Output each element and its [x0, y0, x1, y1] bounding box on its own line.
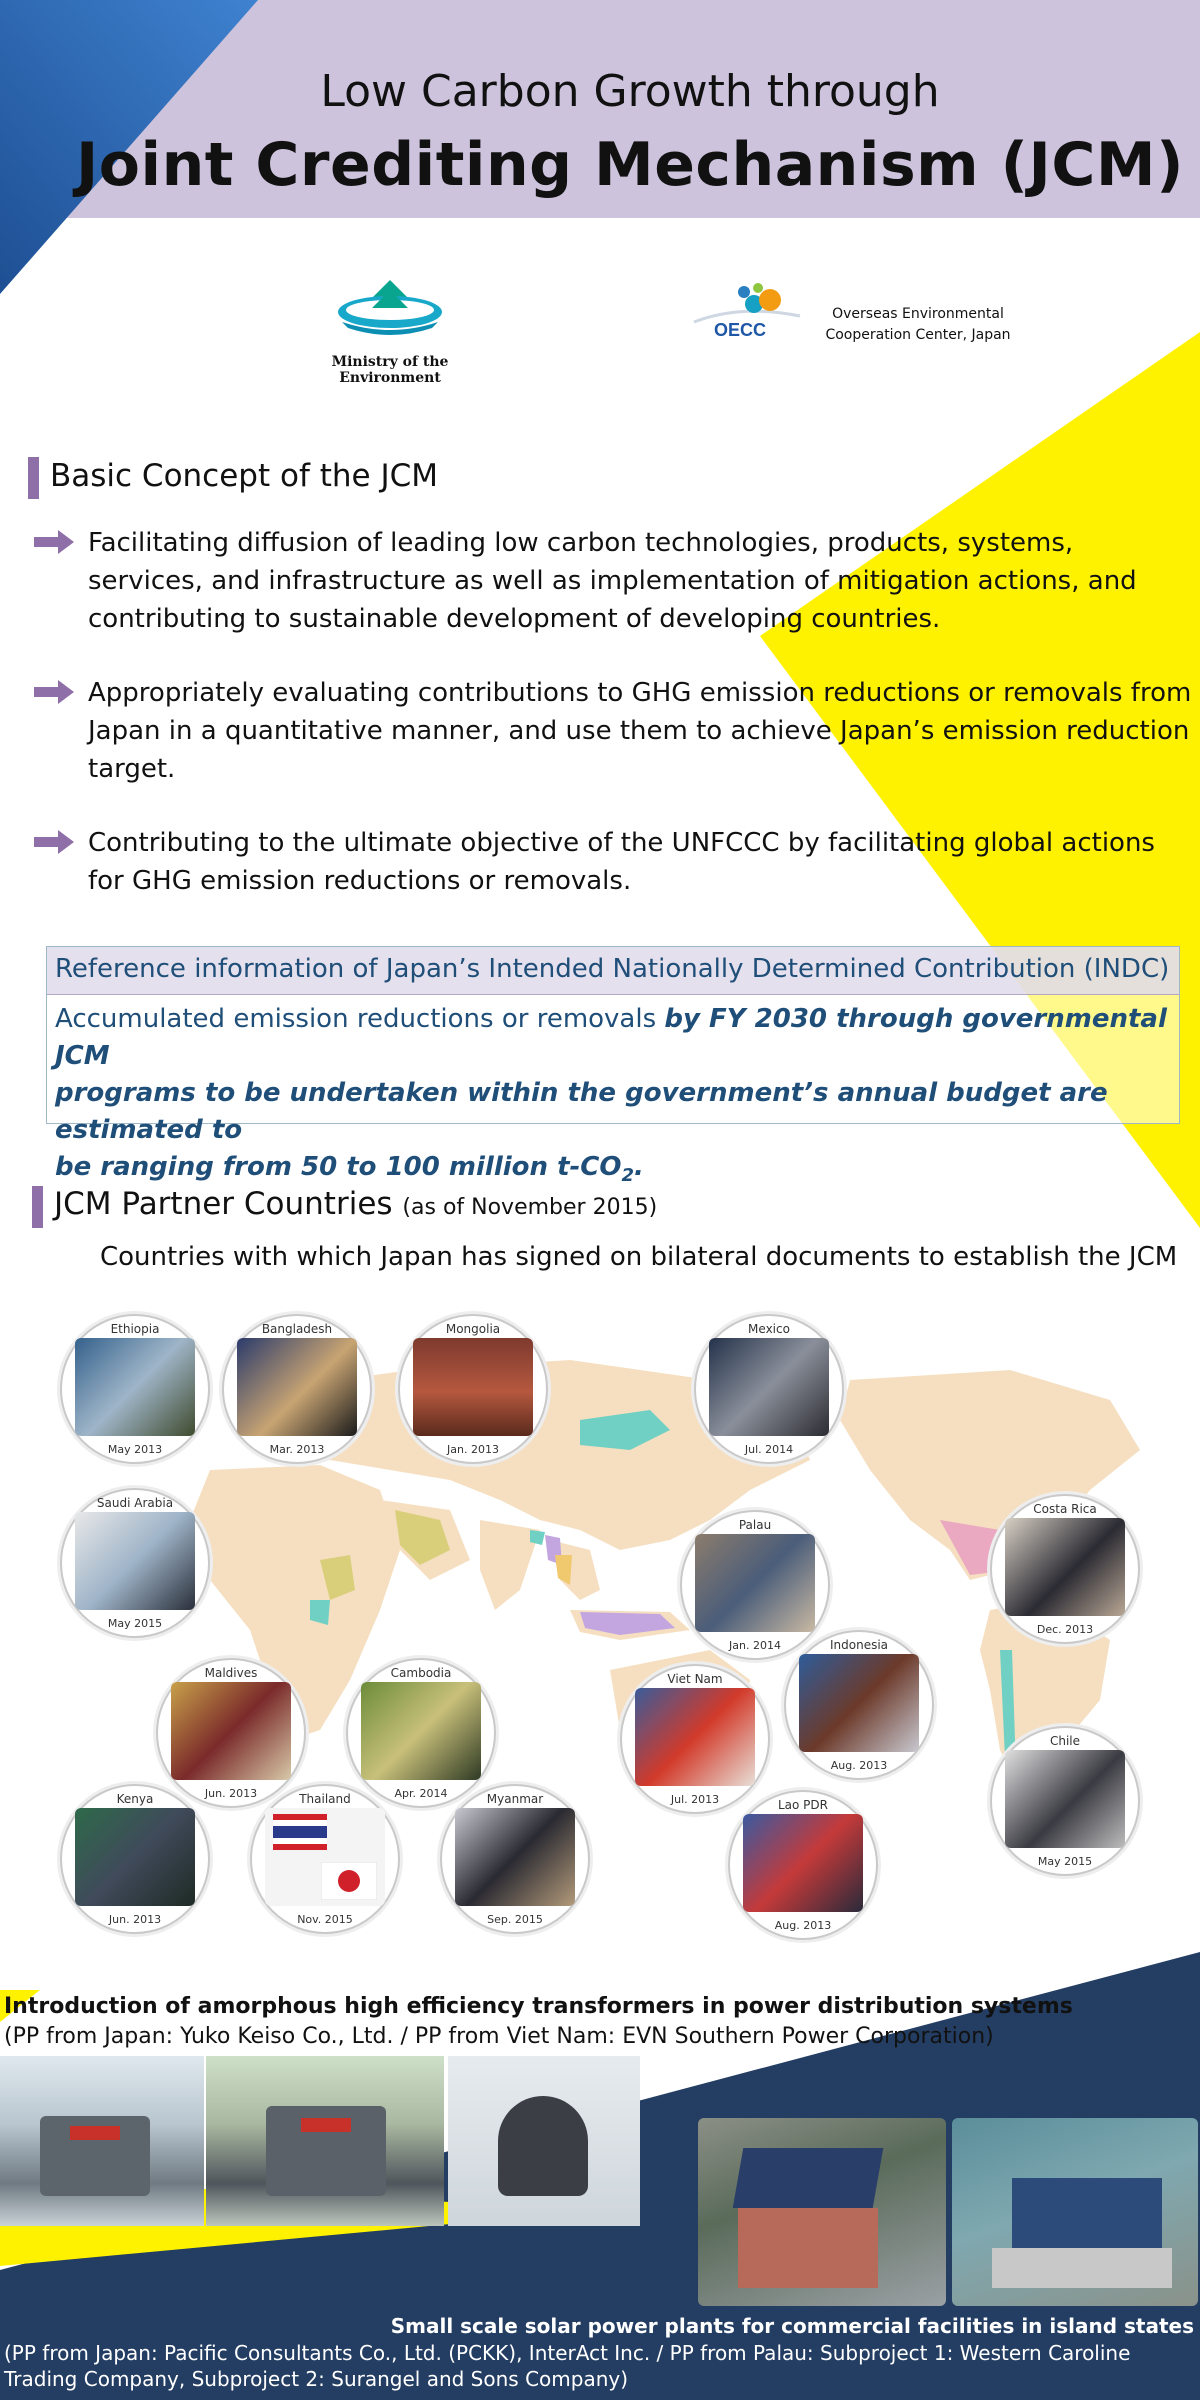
country-date: Aug. 2013 [830, 1759, 888, 1772]
country-date: May 2013 [107, 1443, 163, 1456]
country-date: Sep. 2015 [487, 1913, 543, 1926]
bullet-2-line-3: target. [88, 754, 176, 784]
project2-participants-line-1: (PP from Japan: Pacific Consultants Co., Ltd. (PCKK), InterAct Inc. / PP from Palau: Subproject 1: Western Caroline [4, 2341, 1131, 2365]
signing-photo [743, 1814, 863, 1912]
country-name: Costa Rica [1033, 1502, 1097, 1516]
bullet-2-line-1: Appropriately evaluating contributions to GHG emission reductions or removals from [88, 678, 1192, 708]
building-roof [1012, 2178, 1162, 2248]
country-thailand [250, 1784, 400, 1934]
moe-logo [282, 276, 498, 386]
country-name: Thailand [299, 1792, 351, 1806]
moe-name: Ministry of the Environment [331, 354, 449, 386]
project1-title: Introduction of amorphous high efficiency transformers in power distribution systems [4, 1994, 1073, 2019]
transformer-photo-1 [0, 2056, 204, 2226]
oecc-name-line-1: Overseas Environmental [832, 306, 1004, 322]
indc-reference-box [46, 946, 1180, 1187]
signing-photo [75, 1512, 195, 1610]
country-date: Dec. 2013 [1036, 1623, 1094, 1636]
title-line-1: Low Carbon Growth through [320, 66, 940, 117]
arrow-right-icon [34, 830, 74, 854]
country-name: Chile [1049, 1734, 1081, 1748]
bullet-1-line-3: contributing to sustainable development of developing countries. [88, 604, 941, 634]
country-name: Cambodia [390, 1666, 452, 1680]
oecc-abbr: OECC [714, 320, 767, 340]
signing-photo [75, 1808, 195, 1906]
partners-heading-text: JCM Partner Countries [54, 1186, 393, 1222]
thailand-flag-icon [273, 1814, 327, 1850]
country-name: Mongolia [445, 1322, 501, 1336]
country-date: Jan. 2013 [447, 1443, 499, 1456]
transformer-label [70, 2126, 120, 2140]
ref-line3-bold: be ranging from 50 to 100 million t-CO [55, 1152, 622, 1182]
country-name: Bangladesh [261, 1322, 333, 1336]
bullet-1-line-1: Facilitating diffusion of leading low carbon technologies, products, systems, [88, 528, 1074, 558]
signing-photo [799, 1654, 919, 1752]
signing-photo [455, 1808, 575, 1906]
transformer-body [498, 2096, 588, 2196]
oecc-logo [690, 282, 820, 352]
country-ethiopia [60, 1314, 210, 1464]
moe-emblem-icon [282, 276, 498, 346]
country-mongolia [398, 1314, 548, 1464]
project1-participants: (PP from Japan: Yuko Keiso Co., Ltd. / PP from Viet Nam: EVN Southern Power Corporation) [4, 2024, 994, 2049]
signing-photo [237, 1338, 357, 1436]
bullet-3-line-1: Contributing to the ultimate objective of the UNFCCC by facilitating global actions [88, 828, 1155, 858]
country-saudi-arabia [60, 1488, 210, 1638]
country-bangladesh [222, 1314, 372, 1464]
country-name: Palau [738, 1518, 772, 1532]
country-kenya [60, 1784, 210, 1934]
section-bar-basic-concept [28, 457, 39, 499]
country-date: Mar. 2013 [269, 1443, 325, 1456]
bullet-2-line-2: Japan in a quantitative manner, and use them to achieve Japan’s emission reduction [88, 716, 1190, 746]
country-date: Jun. 2013 [204, 1787, 258, 1800]
japan-flag-icon [321, 1862, 377, 1900]
country-date: Jul. 2014 [744, 1443, 794, 1456]
building-wall [738, 2208, 878, 2288]
country-name: Mexico [748, 1322, 790, 1336]
country-date: Apr. 2014 [394, 1787, 448, 1800]
country-date: May 2015 [1037, 1855, 1093, 1868]
signing-photo [695, 1534, 815, 1632]
country-name: Indonesia [829, 1638, 889, 1652]
basic-concept-heading: Basic Concept of the JCM [50, 458, 438, 494]
oecc-name [816, 304, 1020, 346]
project2-participants [4, 2340, 1196, 2392]
arrow-right-icon [34, 680, 74, 704]
country-date: Nov. 2015 [297, 1913, 353, 1926]
signing-photo [361, 1682, 481, 1780]
country-indonesia [784, 1630, 934, 1780]
ref-line1-bold: by FY 2030 through governmental JCM [55, 1004, 1167, 1071]
signing-photo [709, 1338, 829, 1436]
country-cambodia [346, 1658, 496, 1808]
country-date: Jul. 2013 [670, 1793, 720, 1806]
signing-photo [635, 1688, 755, 1786]
country-viet-nam [620, 1664, 770, 1814]
country-name: Kenya [116, 1792, 154, 1806]
solar-photo-2 [952, 2118, 1198, 2306]
signing-photo [1005, 1750, 1125, 1848]
title-line-2: Joint Crediting Mechanism (JCM) [75, 130, 1184, 200]
project2-participants-line-2: Trading Company, Subproject 2: Surangel and Sons Company) [4, 2367, 629, 2391]
signing-photo [75, 1338, 195, 1436]
country-chile [990, 1726, 1140, 1876]
thailand-highlight [555, 1555, 572, 1585]
signing-photo [171, 1682, 291, 1780]
country-mexico [694, 1314, 844, 1464]
transformer-photo-3 [448, 2056, 640, 2226]
country-name: Viet Nam [667, 1672, 723, 1686]
oecc-name-line-2: Cooperation Center, Japan [825, 327, 1011, 343]
country-date: Aug. 2013 [774, 1919, 832, 1932]
building-roof [733, 2148, 884, 2208]
indc-reference-body [55, 1001, 1175, 1194]
partners-heading-note: (as of November 2015) [402, 1195, 658, 1220]
section-bar-partners [32, 1186, 43, 1228]
country-costa-rica [990, 1494, 1140, 1644]
indc-reference-heading: Reference information of Japan’s Intended Nationally Determined Contribution (INDC) [55, 954, 1170, 984]
country-date: May 2015 [107, 1617, 163, 1630]
partners-subtitle: Countries with which Japan has signed on bilateral documents to establish the JCM [100, 1242, 1178, 1272]
ref-line2-bold: programs to be undertaken within the government’s annual budget are estimated to [55, 1078, 1108, 1145]
country-myanmar [440, 1784, 590, 1934]
country-name: Maldives [204, 1666, 258, 1680]
country-date: Jan. 2014 [729, 1639, 781, 1652]
project2-title: Small scale solar power plants for commercial facilities in island states [390, 2314, 1194, 2338]
transformer-photo-2 [206, 2056, 444, 2226]
indc-reference-header [47, 947, 1179, 995]
building-wall [992, 2248, 1172, 2288]
solar-photo-1 [698, 2118, 946, 2306]
partners-heading [54, 1186, 657, 1222]
country-lao-pdr [728, 1790, 878, 1940]
signing-photo [413, 1338, 533, 1436]
country-name: Saudi Arabia [96, 1496, 174, 1510]
country-maldives [156, 1658, 306, 1808]
flags-photo [265, 1808, 385, 1906]
country-date: Jun. 2013 [108, 1913, 162, 1926]
country-name: Lao PDR [777, 1798, 828, 1812]
bullet-1-line-2: services, and infrastructure as well as implementation of mitigation actions, and [88, 566, 1137, 596]
arrow-right-icon [34, 530, 74, 554]
signing-photo [1005, 1518, 1125, 1616]
bullet-3-line-2: for GHG emission reductions or removals. [88, 866, 632, 896]
ref-line3-end: . [634, 1152, 644, 1182]
country-name: Ethiopia [110, 1322, 160, 1336]
ref-line1-plain: Accumulated emission reductions or removals [55, 1004, 665, 1034]
country-name: Myanmar [486, 1792, 544, 1806]
ref-line3-sub: 2 [621, 1165, 635, 1187]
transformer-label [301, 2118, 351, 2132]
